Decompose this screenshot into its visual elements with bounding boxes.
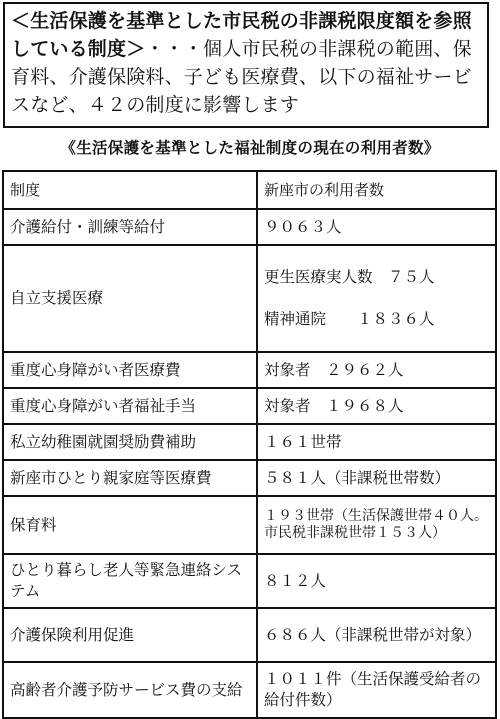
count-cell: １６１世帯	[257, 424, 496, 460]
count-line: 精神通院 １８３６人	[264, 310, 435, 328]
system-cell: 重度心身障がい者福祉手当	[3, 388, 257, 424]
intro-text	[11, 7, 483, 119]
count-cell: ５８１人（非課税世帯数）	[257, 460, 496, 496]
count-cell	[257, 245, 496, 352]
count-line: 更生医療実人数 ７５人	[264, 268, 435, 286]
intro-box	[3, 2, 489, 128]
count-cell: ６８６人（非課税世帯が対象）	[257, 608, 496, 662]
system-cell: 自立支援医療	[3, 245, 257, 352]
count-cell: ８１２人	[257, 554, 496, 608]
table-row	[3, 460, 496, 496]
table-row	[3, 496, 496, 554]
system-cell: 私立幼稚園就園奨励費補助	[3, 424, 257, 460]
table-row	[3, 352, 496, 388]
welfare-table	[2, 170, 497, 719]
table-row	[3, 209, 496, 245]
table-row	[3, 245, 496, 352]
intro-body: ・・・個人市民税の非課税の範囲、保育料、介護保険料、子ども医療費、以下の福祉サービスなど、４２の制度に影響します	[11, 38, 472, 116]
table-header-row	[3, 171, 496, 209]
table-row	[3, 662, 496, 718]
header-count: 新座市の利用者数	[257, 171, 496, 209]
table-row	[3, 554, 496, 608]
intro-lead: ＜生活保護を基準とした市民税の非課税限度額を参照している制度＞	[11, 10, 472, 60]
system-cell: 介護保険利用促進	[3, 608, 257, 662]
system-cell: 介護給付・訓練等給付	[3, 209, 257, 245]
table-row	[3, 388, 496, 424]
header-system: 制度	[3, 171, 257, 209]
table-row	[3, 608, 496, 662]
system-cell: ひとり暮らし老人等緊急連絡システム	[3, 554, 257, 608]
table-row	[3, 424, 496, 460]
system-cell: 新座市ひとり親家庭等医療費	[3, 460, 257, 496]
table-caption: 《生活保護を基準とした福祉制度の現在の利用者数》	[60, 139, 440, 157]
system-cell: 重度心身障がい者医療費	[3, 352, 257, 388]
system-cell: 高齢者介護予防サービス費の支給	[3, 662, 257, 718]
count-cell: 対象者 ２９６２人	[257, 352, 496, 388]
count-cell: １９３世帯（生活保護世帯４０人。市民税非課税世帯１５３人）	[257, 496, 496, 554]
count-cell: 対象者 １９６８人	[257, 388, 496, 424]
count-cell: １０１１件（生活保護受給者の給付件数）	[257, 662, 496, 718]
system-cell: 保育料	[3, 496, 257, 554]
count-cell: ９０６３人	[257, 209, 496, 245]
